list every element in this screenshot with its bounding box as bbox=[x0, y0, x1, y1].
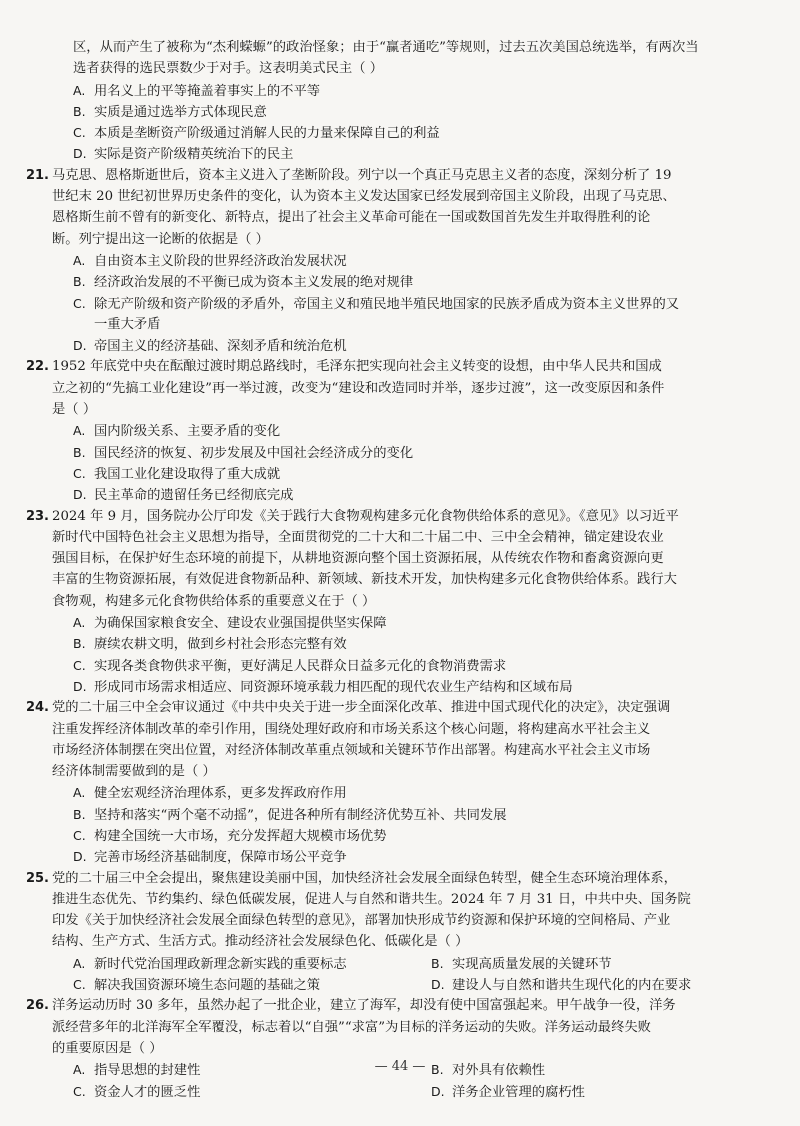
question-line: 党的二十届三中全会提出，聚焦建设美丽中国，加快经济社会发展全面绿色转型，健全生态环境治理体系， bbox=[52, 870, 677, 886]
question-line: 世纪末 20 世纪初世界历史条件的变化，认为资本主义发达国家已经发展到帝国主义阶段，出现了马克思、 bbox=[52, 189, 676, 205]
question-line: 断。列宁提出这一论断的依据是（ ） bbox=[52, 231, 269, 247]
option-c[interactable]: C. 除无产阶级和资产阶级的矛盾外，帝国主义和殖民地半殖民地国家的民族矛盾成为资本主义世界的又 bbox=[73, 295, 680, 312]
question-line: 马克思、恩格斯逝世后，资本主义进入了垄断阶段。列宁以一个真正马克思主义者的态度，深刻分析了 19 bbox=[52, 167, 672, 183]
option-c[interactable]: C. 解决我国资源环境生态问题的基础之策 bbox=[73, 977, 321, 994]
question-number: 24. bbox=[25, 700, 49, 716]
option-b[interactable]: B. 实质是通过选举方式体现民意 bbox=[73, 103, 267, 120]
question-line: 党的二十届三中全会审议通过《中共中央关于进一步全面深化改革、推进中国式现代化的决定》，决定强调 bbox=[52, 700, 671, 716]
option-d[interactable]: D. 帝国主义的经济基础、深刻矛盾和统治危机 bbox=[73, 338, 347, 355]
option-d[interactable]: D. 完善市场经济基础制度，保障市场公平竞争 bbox=[73, 849, 347, 866]
question-23 bbox=[25, 506, 776, 698]
question-20-continuation bbox=[52, 0, 776, 80]
question-line: 结构、生产方式、生活方式。推动经济社会发展绿色化、低碳化是（ ） bbox=[52, 934, 469, 950]
question-line: 的重要原因是（ ） bbox=[52, 1040, 163, 1056]
option-c[interactable]: C. 实现各类食物供求平衡，更好满足人民群众日益多元化的食物消费需求 bbox=[73, 657, 507, 674]
option-b[interactable]: B. 坚持和落实“两个毫不动摇”，促进各种所有制经济优势互补、共同发展 bbox=[73, 806, 507, 823]
option-d[interactable]: D. 实际是资产阶级精英统治下的民主 bbox=[73, 146, 294, 163]
question-line: 立之初的“先搞工业化建设”再一举过渡，改变为“建设和改造同时并举，逐步过渡”，这一改变原因和条件 bbox=[52, 380, 665, 396]
question-line: 1952 年底党中央在酝酿过渡时期总路线时，毛泽东把实现向社会主义转变的设想，由中华人民共和国成 bbox=[52, 359, 662, 375]
question-line: 是（ ） bbox=[52, 402, 97, 418]
option-c[interactable]: C. 我国工业化建设取得了重大成就 bbox=[73, 465, 281, 482]
option-d[interactable]: D. 洋务企业管理的腐朽性 bbox=[431, 1083, 585, 1100]
question-line: 2024 年 9 月，国务院办公厅印发《关于践行大食物观构建多元化食物供给体系的意见》。《意见》以习近平 bbox=[52, 508, 679, 524]
option-d[interactable]: D. 民主革命的遗留任务已经彻底完成 bbox=[73, 487, 294, 504]
option-c-continuation: 一重大矛盾 bbox=[94, 316, 161, 332]
question-line: 印发《关于加快经济社会发展全面绿色转型的意见》，部署加快形成节约资源和保护环境的空间格局、产业 bbox=[52, 913, 671, 929]
question-line: 区，从而产生了被称为“杰利蝾螈”的政治怪象；由于“赢者通吃”等规则，过去五次美国总统选举，有两次当 bbox=[73, 40, 699, 55]
options-row bbox=[52, 974, 776, 995]
question-25 bbox=[25, 868, 776, 996]
option-b[interactable]: B. 国民经济的恢复、初步发展及中国社会经济成分的变化 bbox=[73, 444, 414, 461]
option-b[interactable]: B. 经济政治发展的不平衡已成为资本主义发展的绝对规律 bbox=[73, 274, 414, 291]
question-line: 强国目标，在保护好生态环境的前提下，从耕地资源向整个国土资源拓展，从传统农作物和畜禽资源向更 bbox=[52, 551, 664, 567]
question-number: 25. bbox=[25, 870, 49, 886]
option-a[interactable]: A. 用名义上的平等掩盖着事实上的不平等 bbox=[73, 82, 321, 99]
question-line: 推进生态优先、节约集约、绿色低碳发展，促进人与自然和谐共生。2024 年 7 月 31 日，中共中央、国务院 bbox=[52, 891, 691, 907]
question-number: 21. bbox=[25, 167, 49, 183]
question-number: 22. bbox=[25, 359, 49, 375]
option-d[interactable]: D. 形成同市场需求相适应、同资源环境承载力相匹配的现代农业生产结构和区域布局 bbox=[73, 678, 573, 695]
question-line: 新时代中国特色社会主义思想为指导，全面贯彻党的二十大和二十届二中、三中全会精神，锚定建设农业 bbox=[52, 529, 664, 545]
question-26 bbox=[25, 995, 776, 1101]
question-line: 选者获得的选民票数少于对手。这表明美式民主（ ） bbox=[73, 61, 384, 77]
option-c[interactable]: C. 本质是垄断资产阶级通过消解人民的力量来保障自己的利益 bbox=[73, 125, 440, 142]
question-line: 经济体制需要做到的是（ ） bbox=[52, 764, 216, 780]
option-b[interactable]: B. 实现高质量发展的关键环节 bbox=[431, 955, 612, 972]
question-line: 食物观，构建多元化食物供给体系的重要意义在于（ ） bbox=[52, 593, 376, 609]
question-21 bbox=[25, 165, 776, 357]
question-22 bbox=[25, 356, 776, 505]
option-a[interactable]: A. 健全宏观经济治理体系，更多发挥政府作用 bbox=[73, 785, 347, 802]
option-a[interactable]: A. 自由资本主义阶段的世界经济政治发展状况 bbox=[73, 252, 347, 269]
option-d[interactable]: D. 建设人与自然和谐共生现代化的内在要求 bbox=[431, 977, 692, 994]
question-line: 注重发挥经济体制改革的牵引作用，围绕处理好政府和市场关系这个核心问题，将构建高水平社会主义 bbox=[52, 721, 651, 737]
question-24 bbox=[25, 697, 776, 867]
option-a[interactable]: A. 指导思想的封建性 bbox=[73, 1062, 201, 1079]
question-number: 23. bbox=[25, 508, 49, 524]
option-a[interactable]: A. 为确保国家粮食安全、建设农业强国提供坚实保障 bbox=[73, 615, 387, 632]
option-b[interactable]: B. 对外具有依赖性 bbox=[431, 1062, 546, 1079]
option-b[interactable]: B. 赓续农耕文明，做到乡村社会形态完整有效 bbox=[73, 636, 347, 653]
question-20-options bbox=[52, 80, 776, 165]
question-number: 26. bbox=[25, 998, 49, 1014]
options-row bbox=[52, 1081, 776, 1102]
option-c[interactable]: C. 资金人才的匮乏性 bbox=[73, 1083, 201, 1100]
option-a[interactable]: A. 新时代党治国理政新理念新实践的重要标志 bbox=[73, 955, 347, 972]
question-line: 恩格斯生前不曾有的新变化、新特点，提出了社会主义革命可能在一国或数国首先发生并取得胜利的论 bbox=[52, 210, 651, 226]
page-number: — 44 — bbox=[374, 1059, 426, 1074]
question-line: 洋务运动历时 30 多年，虽然办起了一批企业，建立了海军，却没有使中国富强起来。甲午战争一役，洋务 bbox=[52, 998, 676, 1014]
options-row bbox=[52, 953, 776, 974]
question-line: 派经营多年的北洋海军全军覆没，标志着以“自强”“求富”为目标的洋务运动的失败。洋务运动最终失败 bbox=[52, 1019, 651, 1035]
option-c[interactable]: C. 构建全国统一大市场，充分发挥超大规模市场优势 bbox=[73, 827, 387, 844]
question-line: 市场经济体制摆在突出位置，对经济体制改革重点领域和关键环节作出部署。构建高水平社会主义市场 bbox=[52, 742, 651, 758]
option-a[interactable]: A. 国内阶级关系、主要矛盾的变化 bbox=[73, 423, 281, 440]
question-line: 丰富的生物资源拓展，有效促进食物新品种、新领域、新技术开发，加快构建多元化食物供给体系。践行大 bbox=[52, 572, 677, 588]
